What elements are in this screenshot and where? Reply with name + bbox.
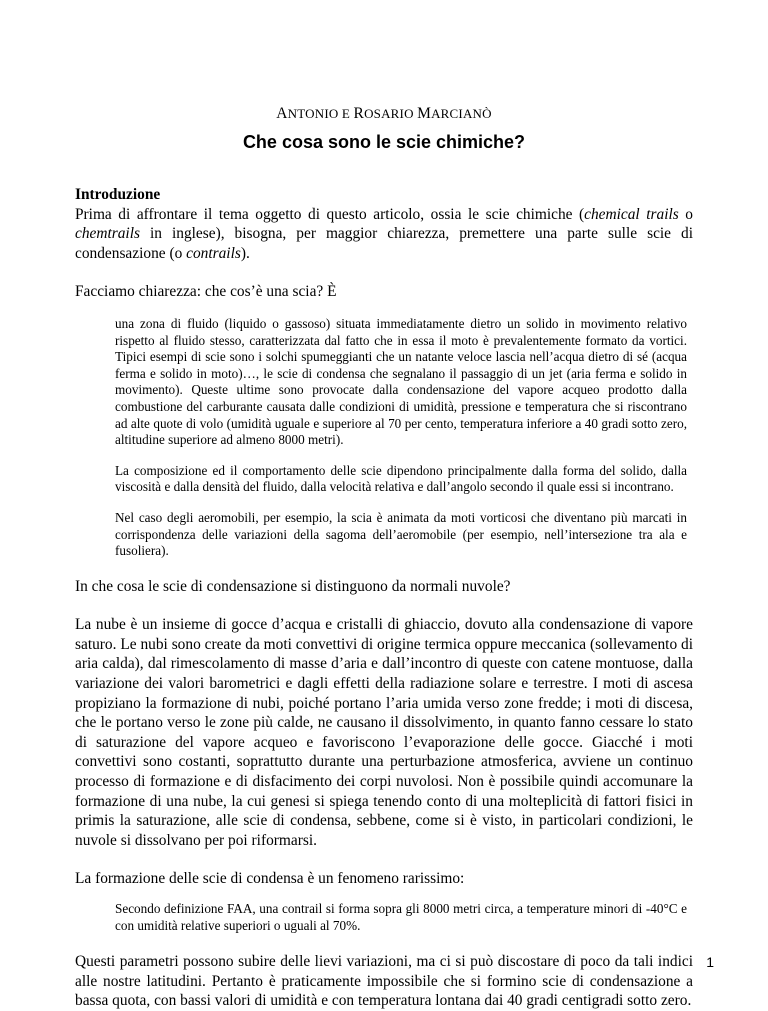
paragraph: La formazione delle scie di condensa è un fenomeno rarissimo: xyxy=(75,870,465,888)
italic-term: chemtrails xyxy=(75,225,140,243)
paragraph-intro: Prima di affrontare il tema oggetto di questo articolo, ossia le scie chimiche (chemical trails o chemtrails in inglese), bisogna, per maggior chiarezza, premettere una parte sulle scie di condensazione (o contrails). xyxy=(75,205,694,262)
paragraph: La nube è un insieme di gocce d’acqua e cristalli di ghiaccio, dovuto alla condensazione di vapore saturo. Le nubi sono create da moti convettivi di origine termica oppure meccanica (sollevamento di aria calda), dal rimescolamento di masse d’aria e dall’incontro di queste con catene montuose, dalla variazione dei valori barometrici e dagli effetti della radiazione solare e terrestre. I moti di ascesa propiziano la formazione di nubi, poiché portano l’aria umida verso zone fredde; i moti di discesa, che le portano verso le zone più calde, ne causano il dissolvimento, in quanto fanno cessare lo stato di saturazione del vapore acqueo e favoriscono l’evaporazione delle gocce. Giacché i moti convettivi sono costanti, soprattutto durante una perturbazione atmosferica, avviene un continuo processo di formazione e di disfacimento dei corpi nuvolosi. Non è possibile quindi accomunare la formazione di una nube, la cui genesi si spiega tenendo conto di una molteplicità di fattori fisici in primis la saturazione, alle scie di condensa, sebbene, come si è visto, in particolari condizioni, le nuvole si dissolvano per poi riformarsi. xyxy=(75,616,693,849)
author-text: ARCIANÒ xyxy=(431,106,492,121)
paragraph-question: Facciamo chiarezza: che cos’è una scia? È xyxy=(75,283,337,301)
author-initial: M xyxy=(417,105,432,122)
author-initial: R xyxy=(353,105,365,122)
section-heading: Introduzione xyxy=(75,186,161,203)
page-number: 1 xyxy=(706,954,714,970)
block-quote: una zona di fluido (liquido o gassoso) situata immediatamente dietro un solido in movimento relativo rispetto al fluido stesso, caratterizzata dal fatto che in essa il moto è prevalentemente formato da vortici. Tipici esempi di scie sono i solchi spumeggianti che un natante veloce lascia nell’acqua dietro di sé (acqua ferma e solido in moto)…, le scie di condensa che segnalano il passaggio di un jet (aria ferma e solido in movimento). Queste ultime sono provocate dalla condensazione del vapore acqueo prodotto dalla combustione del carburante causata dalle condizioni di umidità, pressione e temperatura che si riscontrano ad alte quote di volo (umidità uguale e superiore al 70 per cento, temperatura inferiore a 40 gradi sotto zero, altitudine superiore ad almeno 8000 metri). xyxy=(115,315,687,448)
article-body xyxy=(75,185,693,1011)
block-quote: Secondo definizione FAA, una contrail si forma sopra gli 8000 metri circa, a temperature minori di -40°C e con umidità relative superiori o uguali al 70%. xyxy=(115,901,687,933)
paragraph: Questi parametri possono subire delle lievi variazioni, ma ci si può discostare di poco da tali indici alle nostre latitudini. Pertanto è praticamente impossibile che si formino scie di condensazione a bassa quota, con bassi valori di umidità e con temperatura lontana dai 40 gradi centigradi sotto zero. xyxy=(75,953,693,1010)
italic-term: chemical trails xyxy=(584,205,679,223)
block-quote: La composizione ed il comportamento delle scie dipendono principalmente dalla forma del solido, dalla viscosità e dalla densità del fluido, dalla velocità relativa e dall’angolo secondo il quale essi si incontrano. xyxy=(115,462,687,495)
authors-line xyxy=(0,104,768,124)
article-title: Che cosa sono le scie chimiche? xyxy=(242,132,526,152)
block-quote: Nel caso degli aeromobili, per esempio, la scia è animata da moti vorticosi che diventano più marcati in corrispondenza delle variazioni della sagoma dell’aeromobile (per esempio, nell’intersezione tra ala e fusoliera). xyxy=(115,509,687,559)
author-text: OSARIO xyxy=(364,106,418,121)
paragraph-question: In che cosa le scie di condensazione si distinguono da normali nuvole? xyxy=(75,577,511,595)
author-initial: A xyxy=(276,105,288,122)
italic-term: contrails xyxy=(186,244,241,262)
author-text: NTONIO E xyxy=(287,106,354,121)
